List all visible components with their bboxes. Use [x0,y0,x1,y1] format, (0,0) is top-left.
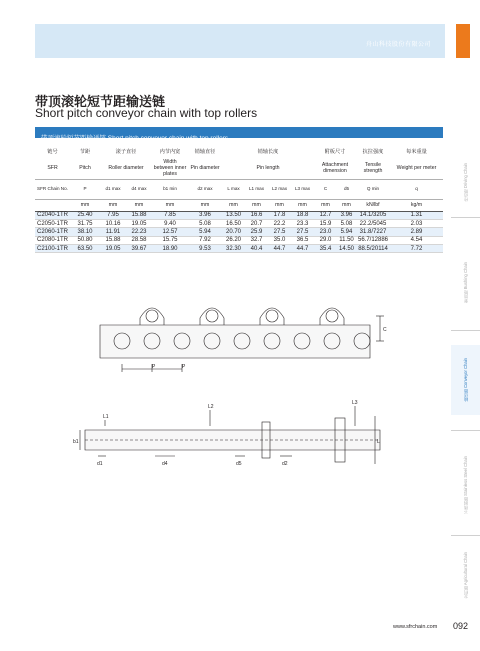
cell-q: 56.7/12886 [357,237,389,244]
cell-q: 7.72 [390,245,443,253]
unit-l3: mm [291,199,314,211]
sym-q-min: Q min [356,179,390,199]
cell-l3: 44.7 [291,245,314,253]
side-tab-agricultural-chain[interactable] [451,545,480,605]
sym-d4: d4 max [126,179,152,199]
header-company: 舟山科技股份有限公司 [365,41,431,48]
unit-l: mm [222,199,245,211]
hdr-en-attach: Attachment dimension [314,157,356,179]
cell-d2: 5.08 [188,219,222,227]
sym-q: q [390,179,443,199]
cell-q: 88.5/20114 [356,245,390,253]
dim-d1: d1 [97,461,103,467]
cell-q: 1.31 [390,211,443,219]
dim-d2: d2 [282,461,288,467]
cell-no: C2040-1TR [36,212,68,219]
side-divider [451,217,480,218]
dim-l1: L1 [103,414,109,420]
hdr-en-pin-len: Pin length [222,157,314,179]
cell-d1: 10.16 [100,219,126,227]
cell-d4: 39.67 [126,245,152,253]
cell-l2: 22.2 [268,219,291,227]
unit-d2: mm [188,199,222,211]
dim-l2: L2 [208,404,214,410]
hdr-en-roller: Roller diameter [100,157,152,179]
hdr-en-pin-dia: Pin diameter [188,157,222,179]
side-tab-label: 农机链 Agricultural Chain [462,551,468,599]
hdr-en-pitch: Pitch [70,157,100,179]
cell-l1: 20.7 [245,219,268,227]
top-roller-attachments [140,308,344,325]
hdr-zh-width: 内节内宽 [159,148,181,155]
cell-d2: 3.96 [188,211,222,219]
cell-no: C2100-1TR [36,245,68,252]
cell-c: 35.4 [314,245,337,253]
dim-l: L [377,439,380,445]
dim-p-2: P [182,364,186,370]
unit-l2: mm [268,199,291,211]
dim-l3: L3 [352,400,358,406]
cell-d5: 11.50 [337,236,356,244]
cell-b1: 7.85 [152,211,188,219]
hdr-zh-pitch: 节距 [79,148,91,155]
sym-d1: d1 max [100,179,126,199]
cell-d1: 15.88 [100,236,126,244]
cell-l2: 17.8 [268,211,291,219]
dim-d5: d5 [236,461,242,467]
cell-l: 26.20 [222,236,245,244]
dim-b1: b1 [73,439,79,445]
side-tab-label: 不锈钢链 Stainless Steel Chain [462,456,468,514]
cell-d1: 11.91 [100,228,126,236]
cell-l: 13.50 [222,211,245,219]
cell-c: 12.7 [314,211,337,219]
cell-d5: 5.94 [337,228,356,236]
cell-d4: 22.23 [126,228,152,236]
dim-c: C [383,327,387,333]
unit-d4: mm [126,199,152,211]
cell-d4: 19.05 [126,219,152,227]
sym-b1: b1 min [152,179,188,199]
unit-q: kg/m [390,199,443,211]
hdr-en-weight: Weight per meter [390,157,443,179]
side-tab-label: 输送链 Conveyor Chain [462,358,468,402]
side-tab-label: 传动链 Driving Chain [462,163,468,202]
sym-d5: d5 [337,179,356,199]
hdr-zh-pin-dia: 销轴直径 [194,148,216,155]
top-view [80,406,380,464]
sym-l: L max [222,179,245,199]
hdr-zh-pin-len: 销轴长度 [257,148,279,155]
unit-l1: mm [245,199,268,211]
side-tab-bushing-chain[interactable] [451,250,480,315]
sym-d2: d2 max [188,179,222,199]
unit-c: mm [314,199,337,211]
cell-d2: 5.94 [188,228,222,236]
cell-l1: 16.6 [245,211,268,219]
cell-d4: 15.88 [126,211,152,219]
page-title-en: Short pitch conveyor chain with top rollers [35,106,258,120]
cell-q: 14.1/3205 [356,211,390,219]
side-tab-driving-chain[interactable] [451,150,480,215]
cell-l: 20.70 [222,228,245,236]
cell-q: 22.2/5045 [356,219,390,227]
side-tab-conveyor-chain[interactable] [451,345,480,415]
cell-d1: 19.05 [100,245,126,253]
cell-d5: 3.96 [337,211,356,219]
section-label: 带顶滚轮短节距输送链 Short pitch conveyor chain with top rollers [41,135,229,142]
cell-p: 63.50 [70,245,100,253]
hdr-en-width: Width between inner plates [152,157,188,179]
cell-l: 32.30 [222,245,245,253]
side-divider [451,535,480,536]
cell-q: 2.89 [390,228,443,236]
cell-l3: 23.3 [291,219,314,227]
cell-c: 15.9 [314,219,337,227]
unit-d1: mm [100,199,126,211]
cell-d2: 7.92 [188,236,222,244]
page-title-zh: 带顶滚轮短节距输送链 [35,95,166,110]
cell-l3: 27.5 [291,228,314,236]
sym-p: P [70,179,100,199]
hdr-zh-tensile: 抗拉强度 [362,148,384,155]
cell-l3: 18.8 [291,211,314,219]
cell-l3: 36.5 [291,236,314,244]
sym-chain-no: SFR Chain No. [35,179,70,199]
side-divider [451,330,480,331]
cell-b1: 18.90 [152,245,188,253]
cell-q: 2.03 [390,219,443,227]
side-divider [451,430,480,431]
cell-p: 31.75 [70,219,100,227]
sym-l2: L2 max [268,179,291,199]
cell-l1: 25.9 [245,228,268,236]
cell-b1: 15.75 [152,236,188,244]
unit-b1: mm [152,199,188,211]
hdr-zh-roller: 滚子直径 [115,148,137,155]
cell-d2: 9.53 [188,245,222,253]
cell-p: 50.80 [70,236,100,244]
cell-b1: 9.40 [152,219,188,227]
dim-d4: d4 [162,461,168,467]
cell-p: 25.40 [70,211,100,219]
cell-l2: 35.0 [268,236,291,244]
cell-c: 29.0 [314,236,337,244]
side-tab-label: 套筒链 Bushing Chain [462,262,468,303]
sym-c: C [314,179,337,199]
sym-l3: L3 max [291,179,314,199]
hdr-en-chain-no: SFR [35,157,70,179]
cell-q: 4.54 [390,236,443,244]
hdr-zh-attach: 附板尺寸 [324,148,346,155]
cell-l: 16.50 [222,219,245,227]
cell-l2: 27.5 [268,228,291,236]
cell-no: C2060-1TR [36,228,68,235]
cell-b1: 12.57 [152,228,188,236]
hdr-zh-weight: 每米重量 [406,148,427,155]
sym-l1: L1 max [245,179,268,199]
cell-d5: 14.50 [338,245,354,252]
hdr-en-tensile: Tensile strength [356,157,390,179]
cell-c: 23.0 [314,228,337,236]
unit-d5: mm [337,199,356,211]
hdr-zh-chain-no: 链号 [47,148,58,155]
cell-no: C2080-1TR [36,237,68,244]
cell-l1: 40.4 [245,245,268,253]
side-view [100,308,384,372]
dim-p-1: P [152,364,156,370]
page-number: 092 [453,621,469,631]
unit-p: mm [70,199,100,211]
cell-d1: 7.95 [100,211,126,219]
cell-p: 38.10 [70,228,100,236]
cell-d5: 5.08 [337,219,356,227]
cell-no: C2050-1TR [36,220,68,227]
cell-l1: 32.7 [245,236,268,244]
unit-q-min: kN/lbf [356,199,390,211]
cell-d4: 28.58 [126,236,152,244]
footer-url[interactable]: www.sfrchain.com [393,624,438,630]
cell-l2: 44.7 [268,245,291,253]
side-tab-stainless-steel-chain[interactable] [451,450,480,520]
cell-q: 31.8/7227 [356,228,390,236]
